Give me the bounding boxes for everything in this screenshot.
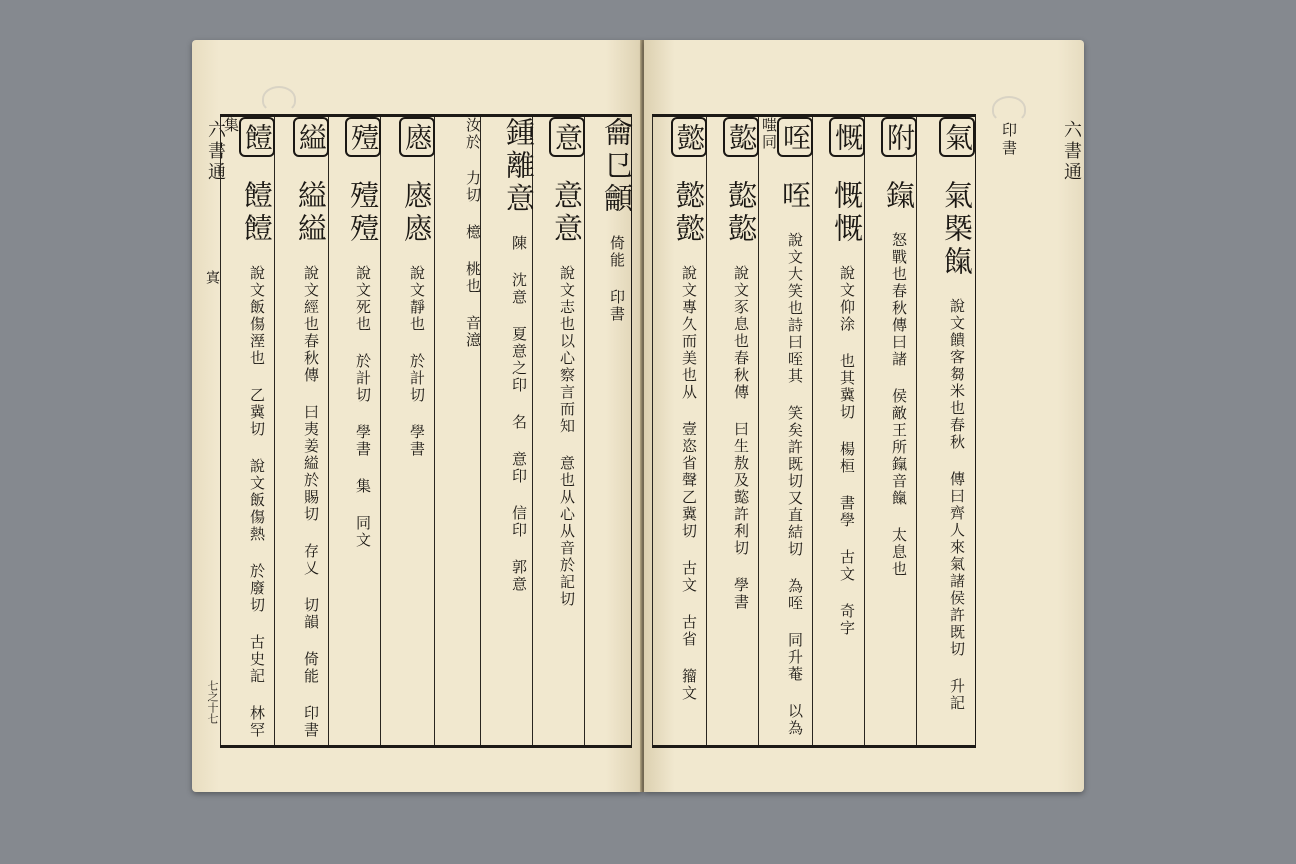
seal-glyphs: 饐饐 — [240, 180, 274, 246]
seal-glyphs: 慨慨 — [830, 180, 864, 246]
right-column-5 — [706, 117, 759, 745]
column-note: 倚能 印書 — [608, 235, 626, 323]
seal-glyphs: 鎎 — [882, 180, 916, 213]
seal-glyphs: 氣槩餼 — [940, 180, 974, 279]
entry-head: 饐 — [239, 117, 275, 157]
left-text-frame — [220, 114, 632, 748]
seal-glyphs: 懿懿 — [672, 180, 706, 246]
right-page — [644, 40, 1084, 792]
column-note: 汝於 — [464, 117, 482, 151]
header-note: 印書 — [1000, 122, 1018, 158]
right-column-6 — [652, 117, 707, 745]
column-note: 陳 沈意 夏意之印 名 意印 信印 郭意 — [510, 235, 528, 593]
right-column-3 — [812, 117, 865, 745]
column-note: 說文飯傷溼也 乙冀切 說文飯傷熱 於廢切 古史記 林罕集 — [222, 117, 266, 739]
column-note: 說文饋客芻米也春秋 傳曰齊人來氣諸侯許既切 升記 — [948, 298, 966, 712]
column-note: 說文經也春秋傳 曰夷姜縊於賜切 存乂 切韻 倚能 印書 — [302, 265, 320, 739]
left-margin-title: 六書通 — [205, 120, 226, 183]
column-note: 說文死也 於計切 學書 集 同文 — [354, 265, 372, 549]
left-page — [192, 40, 642, 792]
column-note: 說文豕息也春秋傳 曰生敖及㦤許利切 學書 — [732, 265, 750, 611]
column-note: 說文志也以心察言而知 意也从心从音於記切 — [558, 265, 576, 608]
seal-glyphs: 意意 — [550, 180, 584, 246]
column-note: 說文靜也 於計切 學書 — [408, 265, 426, 458]
right-column-2 — [864, 117, 917, 745]
seal-glyphs: 殪殪 — [346, 180, 380, 246]
right-margin-title: 六書通 — [1061, 120, 1082, 183]
entry-head: 意 — [549, 117, 585, 157]
left-column-5 — [380, 117, 435, 745]
seal-glyphs: 鍾離意 — [502, 117, 536, 216]
left-column-2 — [532, 117, 585, 745]
binding-thread — [992, 96, 1026, 122]
seal-glyphs: 縊縊 — [294, 180, 328, 246]
entry-head: 縊 — [293, 117, 329, 157]
column-note: 說文專久而美也从 壹恣省聲乙冀切 古文 古省 籀文 — [680, 265, 698, 702]
open-book — [192, 40, 1084, 792]
seal-glyphs: 㥷㥷 — [400, 180, 434, 246]
section-mark: 寘 — [204, 270, 220, 287]
entry-head: 殪 — [345, 117, 381, 157]
entry-head: 懿 — [671, 117, 707, 157]
left-folio: 七之十七 — [206, 680, 219, 724]
seal-glyphs: 㦤㦤 — [724, 180, 758, 246]
left-column-1 — [584, 117, 634, 745]
left-column-6 — [328, 117, 381, 745]
right-column-1 — [916, 117, 975, 745]
left-column-4 — [434, 117, 481, 745]
left-column-8 — [220, 117, 275, 745]
entry-head: 附 — [881, 117, 917, 157]
left-column-7 — [274, 117, 329, 745]
entry-head: 㦤 — [723, 117, 759, 157]
right-column-4 — [758, 117, 813, 745]
right-text-frame — [652, 114, 976, 748]
entry-head: 慨 — [829, 117, 865, 157]
seal-glyphs: 龠㔾龥 — [600, 117, 634, 216]
column-note: 說文仰涂 也其冀切 楊桓 書學 古文 奇字 — [838, 265, 856, 637]
left-column-3 — [480, 117, 536, 745]
entry-head: 㥷 — [399, 117, 435, 157]
column-note: 說文大笑也詩曰咥其 笑矣許既切又直結切 為咥 同升菴 以為嗤同 — [760, 117, 804, 737]
column-note: 怒戰也春秋傳曰諸 侯敵王所鎎音餼 太息也 — [890, 232, 908, 578]
entry-head: 咥 — [777, 117, 813, 157]
column-note: 力切 檍 桃也 音澺 — [464, 170, 482, 349]
binding-thread — [262, 86, 296, 112]
entry-head: 氣 — [939, 117, 975, 157]
seal-glyphs: 咥 — [778, 180, 812, 213]
